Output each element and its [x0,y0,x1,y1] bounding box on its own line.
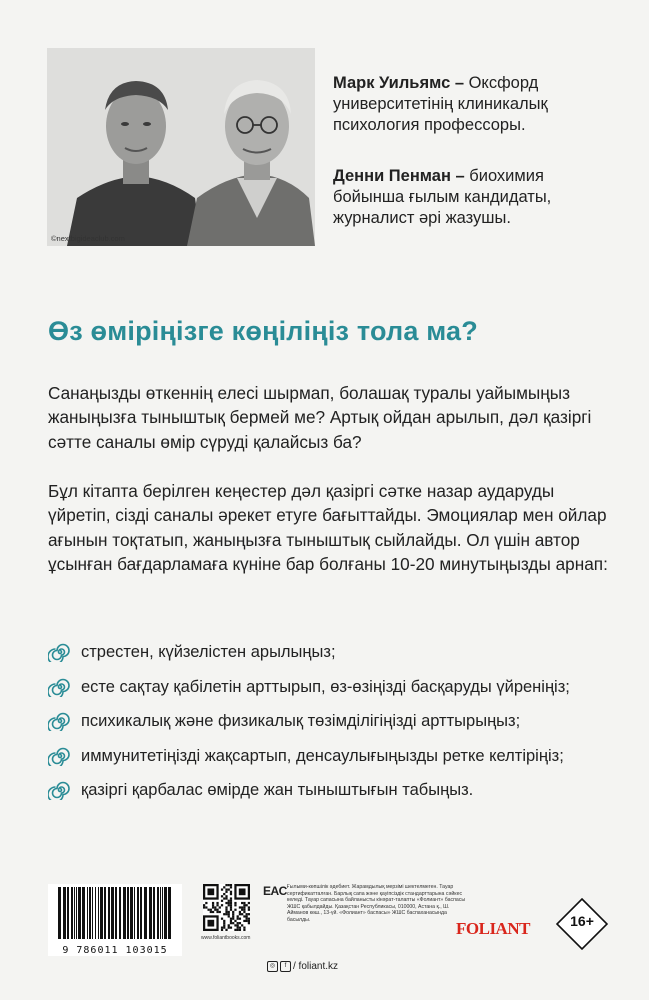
author-name: Марк Уильямс – [333,74,465,92]
qr-module [203,906,205,908]
qr-module [212,906,214,908]
qr-module [243,929,245,931]
barcode-bar [130,887,133,939]
barcode-bar [153,887,155,939]
qr-module [234,920,236,922]
qr-module [234,929,236,931]
qr-module [230,904,232,906]
qr-module [207,909,209,911]
barcode-bar [123,887,126,939]
qr-module [225,895,227,897]
list-item [48,711,628,746]
list-item [48,642,628,677]
imprint-text: Ғылыми-көпшілік әдебиет. Жарамдылық мерзімі шектелмеген. Тауар сертификатталған. Барлық сапа және қауіпсіздік стандарттарына сәйкес келеді. Тауар сапасына байланысты кінәрат-талапты «Фолиант» баспасы ЖШС қабылдайды. Қазақстан Республикасы, 010000, Астана қ., Ш. Айманов көш., 13-үй. «Фолиант» баспасы» ЖШС баспаханасында басылды. [287,884,466,923]
qr-module [248,918,250,920]
qr-module [243,904,245,906]
qr-module [243,909,245,911]
qr-module [214,909,216,911]
qr-module [223,893,225,895]
qr-module [225,888,227,890]
qr-module [223,897,225,899]
instagram-icon[interactable]: ◎ [267,961,278,972]
social-links [267,961,338,972]
facebook-icon[interactable]: f [280,961,291,972]
author-name: Денни Пенман – [333,167,465,185]
qr-module [239,913,241,915]
author-description: биохимия бойынша ғылым кандидаты, журналист әрі жазушы. [333,167,552,227]
qr-module [239,911,241,913]
qr-module [241,902,243,904]
qr-module [239,918,241,920]
qr-module [232,913,234,915]
qr-caption: www.foliantbooks.com [201,935,251,941]
qr-module [230,886,232,888]
qr-module [239,922,241,924]
qr-module [232,911,234,913]
qr-module [205,902,207,904]
isbn-barcode [48,884,182,956]
authors-photo-image [47,48,315,246]
barcode-bar [168,887,171,939]
barcode-bar [58,887,61,939]
list-item-text: стрестен, күйзелістен арылыңыз; [81,643,336,661]
qr-module [207,888,214,895]
list-item-text: психикалық және физикалық төзімділігіңізді арттырыңыз; [81,712,521,730]
barcode-bar [164,887,167,939]
qr-module [228,888,230,890]
qr-module [243,920,245,922]
barcode-bar [127,887,129,939]
barcode-bar [108,887,110,939]
barcode-bar [92,887,93,939]
barcode-bar [63,887,66,939]
spiral-icon [48,642,72,662]
qr-module [246,920,248,922]
author-bio [333,73,613,136]
qr-module [246,913,248,915]
qr-module [225,884,227,886]
qr-module [230,893,232,895]
qr-module [212,911,214,913]
qr-module [239,929,241,931]
qr-module [239,888,246,895]
qr-module [203,904,205,906]
qr-module [228,927,230,929]
qr-module [221,927,223,929]
qr-module [221,929,223,931]
qr-module [243,902,245,904]
qr-module [216,904,218,906]
qr-module [230,900,232,902]
qr-module [212,902,214,904]
qr-module [228,911,230,913]
qr-module [241,924,243,926]
qr-module [214,906,216,908]
qr-module [223,922,225,924]
qr-code[interactable] [203,884,250,931]
qr-module [219,911,221,913]
qr-module [223,913,225,915]
barcode-bar [144,887,147,939]
barcode-bar [95,887,96,939]
qr-module [216,911,218,913]
spiral-icon [48,780,72,800]
list-item-text: есте сақтау қабілетін арттырып, өз-өзіңізді басқаруды үйреніңіз; [81,677,570,696]
qr-module [210,911,212,913]
qr-module [241,906,243,908]
qr-module [230,897,232,899]
qr-module [248,906,250,908]
qr-module [241,909,243,911]
barcode-bar [87,887,88,939]
photo-credit: ©nextbigideaclub.com [51,234,125,243]
barcode-bar [115,887,117,939]
barcode-bar [104,887,106,939]
barcode-bar [140,887,142,939]
qr-module [228,904,230,906]
qr-module [243,927,245,929]
barcode-bar [149,887,152,939]
qr-code-image [203,884,250,931]
qr-module [216,902,218,904]
barcode-bar [67,887,69,939]
barcode-bar [160,887,161,939]
qr-module [228,913,230,915]
list-item [48,780,628,815]
qr-module [234,924,236,926]
qr-module [237,927,239,929]
qr-module [248,902,250,904]
qr-module [246,918,248,920]
barcode-bar [74,887,75,939]
blurb-paragraph: Бұл кітапта берілген кеңестер дәл қазіргі сәтке назар аударуды үйретіп, сізді саналы әрекет етуге бағыттайды. Эмоциялар мен ойлар ағынын тоқтатып, жаныңызға тыныштық сыйлайды. Ол үшін автор ұсынған бағдарламаға күніне бар болғаны 10-20 минутыңызды арнап: [48,481,608,575]
age-rating-badge [556,898,608,950]
qr-module [243,906,245,908]
qr-module [205,906,207,908]
qr-module [230,891,232,893]
qr-module [225,891,227,893]
barcode-bar [71,887,73,939]
qr-module [225,913,227,915]
qr-module [230,909,232,911]
qr-module [241,913,243,915]
barcode-bar [78,887,81,939]
qr-module [234,902,236,904]
list-item [48,677,628,712]
qr-module [212,904,214,906]
barcode-bar [111,887,114,939]
qr-module [221,895,223,897]
qr-module [239,927,241,929]
qr-module [221,904,223,906]
qr-module [230,918,232,920]
qr-module [216,909,218,911]
qr-module [221,918,223,920]
list-item [48,746,628,781]
qr-module [237,924,239,926]
qr-module [243,911,245,913]
publisher-logo-text: FOLIANT [456,919,530,938]
barcode-bar [157,887,159,939]
qr-module [223,924,225,926]
qr-module [232,915,234,917]
blurb-heading: Өз өміріңізге көңіліңіз тола ма? [48,316,478,346]
qr-module [223,920,225,922]
qr-module [237,929,239,931]
qr-module [228,900,230,902]
qr-module [225,897,227,899]
qr-module [219,906,221,908]
qr-module [225,909,227,911]
qr-module [239,906,241,908]
qr-module [210,909,212,911]
qr-module [230,920,232,922]
qr-module [225,906,227,908]
list-item-text: қазіргі қарбалас өмірде жан тыныштығын табыңыз. [81,781,474,799]
qr-module [223,886,225,888]
barcode-bar [119,887,121,939]
barcode-bar [137,887,139,939]
spiral-icon [48,711,72,731]
qr-module [248,913,250,915]
qr-module [230,927,232,929]
qr-module [228,902,230,904]
qr-module [232,922,234,924]
barcode-bar [162,887,163,939]
age-rating: 16+ [570,913,594,929]
qr-module [221,900,223,902]
blurb-paragraph: Санаңызды өткеннің елесі шырмап, болашақ туралы уайымыңыз жаныңызға тыныштық бермей ме? Артық ойдан арылып, дәл қазіргі сәтте саналы өмір сүруді қалайсыз ба? [48,383,592,452]
barcode-bar [89,887,91,939]
barcode-bar [134,887,135,939]
barcode-bars [48,884,182,942]
qr-module [246,904,248,906]
qr-module [225,911,227,913]
qr-module [246,915,248,917]
qr-module [207,920,214,927]
barcode-number: 9 786011 103015 [62,945,168,956]
eac-mark: EAC [263,884,287,898]
qr-module [243,915,245,917]
barcode-bar [100,887,103,939]
social-handle[interactable]: / foliant.kz [293,961,339,972]
author-bios [333,73,613,259]
qr-module [248,909,250,911]
qr-module [230,902,232,904]
qr-module [225,902,227,904]
benefits-list [48,642,628,815]
spiral-icon [48,677,72,697]
barcode-bar [76,887,77,939]
qr-module [237,922,239,924]
authors-photo [47,48,315,246]
author-description: Оксфорд университетінің клиникалық психология профессоры. [333,74,548,134]
qr-module [234,904,236,906]
qr-module [237,915,239,917]
publisher-logo [456,919,530,939]
qr-module [237,918,239,920]
qr-module [221,888,223,890]
qr-module [228,915,230,917]
qr-module [228,884,230,886]
qr-module [223,927,225,929]
qr-module [230,884,232,886]
list-item-text: иммунитетіңізді жақсартып, денсаулығыңызды ретке келтіріңіз; [81,746,564,765]
qr-module [248,920,250,922]
spiral-icon [48,746,72,766]
barcode-bar [82,887,85,939]
qr-module [232,918,234,920]
qr-module [230,922,232,924]
qr-module [230,906,232,908]
qr-module [228,924,230,926]
qr-module [234,909,236,911]
author-bio [333,166,613,229]
qr-module [225,929,227,931]
barcode-bar [98,887,99,939]
qr-module [248,922,250,924]
